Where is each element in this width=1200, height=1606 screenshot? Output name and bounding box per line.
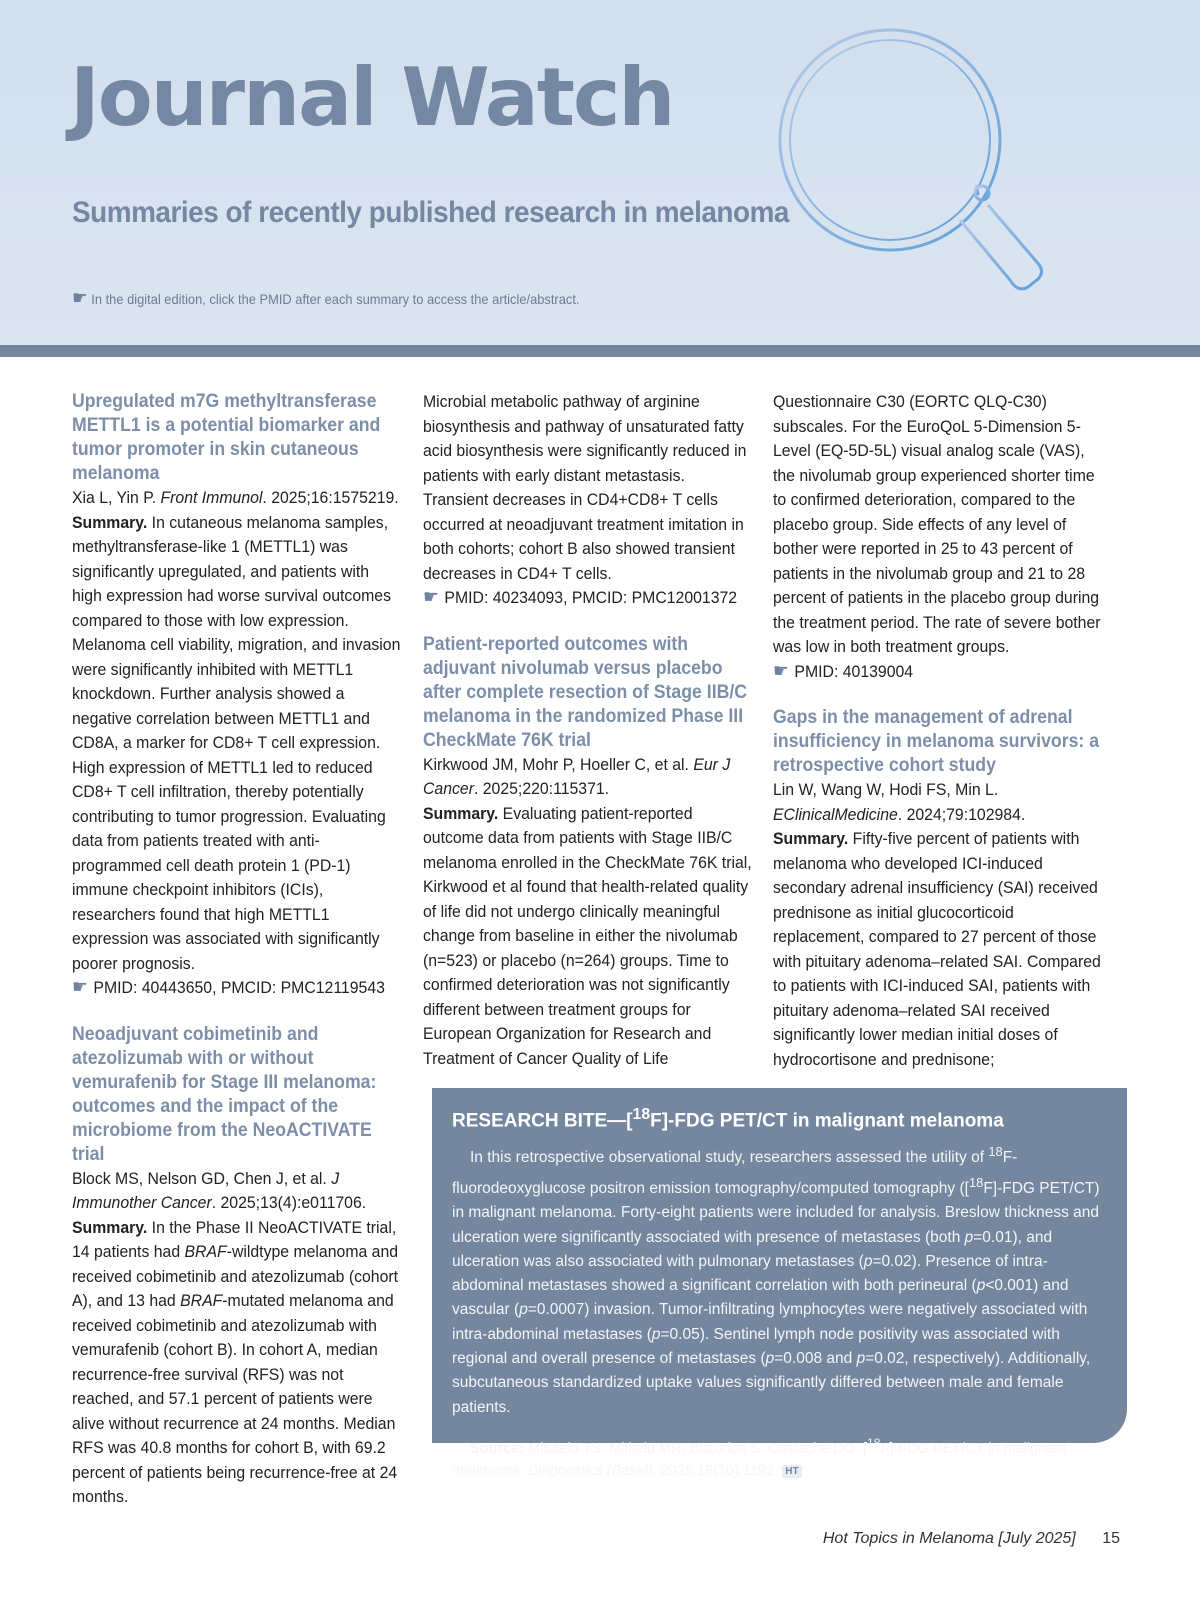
article-summary bbox=[72, 511, 402, 977]
ht-badge: HT bbox=[782, 1465, 801, 1478]
article-summary bbox=[423, 802, 753, 1072]
body-part: F-fluorodeoxyglucose positron emission tomography/computed tomography ([ bbox=[452, 1149, 1018, 1197]
source-journal: Diagnostics (Basel) bbox=[527, 1462, 653, 1479]
page-header bbox=[0, 0, 1200, 345]
gene-name: BRAF bbox=[180, 1291, 223, 1310]
article-pmid-link[interactable] bbox=[773, 660, 1103, 685]
research-bite-box bbox=[432, 1088, 1127, 1479]
body-part: In this retrospective observational study, researchers assessed the utility of bbox=[470, 1149, 989, 1167]
article-citation-detail: . 2025;220:115371. bbox=[473, 779, 610, 798]
p-value-symbol: p bbox=[765, 1350, 775, 1368]
article-3 bbox=[423, 633, 753, 1072]
page-number: 15 bbox=[1102, 1530, 1120, 1547]
article-authors: Lin W, Wang W, Hodi FS, Min L. bbox=[773, 780, 999, 799]
article-summary bbox=[773, 827, 1103, 1072]
article-journal: EClinicalMedicine bbox=[773, 804, 898, 824]
summary-continuation: Microbial metabolic pathway of arginine biosynthesis and pathway of unsaturated fatty acid biosynthesis were significantly reduced in patients with early distant metastasis. Transient decreases in CD4+CD8+ T cells occurred at neoadjuvant treatment imitation in both cohorts; cohort B also showed transient decreases in CD4+ T cells. bbox=[423, 392, 747, 583]
source-part: F]-FDG PET/CT in malignant melanoma. bbox=[452, 1440, 1067, 1479]
article-authors: Kirkwood JM, Mohr P, Hoeller C, et al. bbox=[423, 754, 694, 774]
summary-text: -wildtype melanoma and received cobimetinib and atezolizumab (cohort A), and 13 had bbox=[72, 1242, 399, 1310]
column-1 bbox=[72, 390, 402, 1532]
article-title: Patient-reported outcomes with adjuvant nivolumab versus placebo after complete resection of Stage IIB/C melanoma in the randomized Phase III CheckMate 76K trial bbox=[423, 633, 748, 751]
article-citation-detail: . 2025;13(4):e011706. bbox=[211, 1193, 367, 1212]
p-value-symbol: p bbox=[964, 1228, 974, 1246]
research-bite-source bbox=[452, 1432, 1105, 1482]
source-part: . 2025;15(10):1192. bbox=[652, 1462, 783, 1479]
article-citation-detail: . 2024;79:102984. bbox=[897, 804, 1026, 824]
summary-label: Summary. bbox=[423, 803, 499, 823]
summary-text: Fifty-five percent of patients with melanoma who developed ICI-induced secondary adrenal insufficiency (SAI) received prednisone as initial glucocorticoid replacement, compared to 27 percent of those with pituitary adenoma–related SAI. Compared to patients with ICI-induced SAI, patients with pituitary adenoma–related SAI received significantly lower median initial doses of hydrocortisone and prednisone; bbox=[773, 829, 1101, 1069]
article-authors: Xia L, Yin P. bbox=[72, 488, 161, 507]
summary-label: Summary. bbox=[72, 1217, 148, 1237]
article-citation bbox=[423, 753, 753, 802]
article-journal: Eur J Cancer bbox=[423, 754, 731, 798]
pmid-text[interactable]: PMID: 40234093, PMCID: PMC12001372 bbox=[444, 588, 738, 607]
p-value-symbol: p bbox=[651, 1325, 661, 1343]
gene-name: BRAF bbox=[184, 1242, 227, 1261]
summary-continuation: Questionnaire C30 (EORTC QLQ-C30) subscales. For the EuroQoL 5-Dimension 5-Level (EQ-5D-5L) visual analog scale (VAS), the nivolumab group experienced shorter time to confirmed deterioration, compared to the placebo group. Side effects of any level of bother were reported in 25 to 43 percent of patients in the nivolumab group and 21 to 28 percent of patients in the placebo group during the treatment period. The rate of severe bother was low in both treatment groups. bbox=[773, 392, 1101, 656]
body-part: =0.05). Sentinel lymph node positivity was associated with regional and overall presence of metastases ( bbox=[452, 1325, 1060, 1368]
article-journal: Front Immunol bbox=[160, 488, 263, 507]
article-4 bbox=[773, 706, 1103, 1072]
article-citation bbox=[72, 486, 402, 511]
superscript: 18 bbox=[968, 1174, 984, 1190]
digital-edition-note bbox=[72, 287, 579, 310]
page-title: Journal Watch bbox=[70, 51, 674, 144]
p-value-symbol: p bbox=[863, 1252, 873, 1270]
body-part: =0.01), and ulceration was also associated with pulmonary metastases ( bbox=[452, 1228, 1053, 1270]
p-value-symbol: p bbox=[976, 1277, 986, 1295]
article-summary bbox=[72, 1216, 402, 1510]
pointing-hand-icon: ☛ bbox=[423, 587, 439, 608]
title-part: F]-FDG PET/CT in malignant melanoma bbox=[650, 1110, 1004, 1132]
article-authors: Block MS, Nelson GD, Chen J, et al. bbox=[72, 1168, 332, 1188]
body-part: =0.0007) invasion. Tumor-infiltrating lymphocytes were negatively associated with intra-abdominal metastases ( bbox=[452, 1301, 1088, 1343]
article-2-continued bbox=[423, 390, 753, 611]
page-subtitle: Summaries of recently published research in melanoma bbox=[72, 196, 789, 229]
article-citation bbox=[72, 1167, 402, 1216]
article-title: Gaps in the management of adrenal insufficiency in melanoma survivors: a retrospective cohort study bbox=[773, 707, 1100, 776]
pmid-text[interactable]: PMID: 40443650, PMCID: PMC12119543 bbox=[93, 978, 385, 997]
article-1 bbox=[72, 390, 402, 1001]
column-3 bbox=[773, 390, 1103, 1094]
pointing-hand-icon: ☛ bbox=[773, 660, 789, 682]
superscript: 18 bbox=[867, 1435, 881, 1450]
body-part: <0.001) and vascular ( bbox=[452, 1277, 1069, 1319]
summary-label: Summary. bbox=[72, 512, 148, 532]
article-pmid-link[interactable] bbox=[72, 976, 402, 1001]
article-3-continued bbox=[773, 390, 1103, 684]
superscript: 18 bbox=[988, 1144, 1003, 1160]
footer-journal-name: Hot Topics in Melanoma [July 2025] bbox=[822, 1530, 1076, 1547]
article-citation bbox=[773, 778, 1103, 827]
p-value-symbol: p bbox=[856, 1350, 866, 1368]
summary-text: Evaluating patient-reported outcome data from patients with Stage IIB/C melanoma enrolled in the CheckMate 76K trial, Kirkwood et al found that health-related quality of life did not undergo clinically meaningful change from baseline in either the nivolumab (n=523) or placebo (n=264) groups. Time to confirmed deterioration was not significantly different between treatment groups for European Organization for Research and Treatment of Cancer Quality of Life bbox=[423, 803, 752, 1068]
pointing-hand-icon: ☛ bbox=[72, 977, 88, 998]
body-part: =0.02). Presence of intra-abdominal metastases showed a significant correlation with both perineural ( bbox=[452, 1252, 1048, 1295]
superscript: 18 bbox=[632, 1106, 651, 1123]
pointing-hand-icon: ☛ bbox=[72, 288, 88, 309]
column-2 bbox=[423, 390, 753, 1093]
summary-text: In cutaneous melanoma samples, methyltransferase-like 1 (METTL1) was significantly upregulated, and patients with high expression had worse survival outcomes compared to those with low expression. Melanoma cell viability, migration, and invasion were significantly inhibited with METTL1 knockdown. Further analysis showed a negative correlation between METTL1 and CD8A, a marker for CD8+ T cell expression. High expression of METTL1 led to reduced CD8+ T cell infiltration, thereby potentially contributing to tumor progression. Evaluating data from patients treated with anti-programmed cell death protein 1 (PD-1) immune checkpoint inhibitors (ICIs), researchers found that high METTL1 expression was associated with significantly poorer prognosis. bbox=[72, 512, 401, 973]
article-title: Neoadjuvant cobimetinib and atezolizumab with or without vemurafenib for Stage III melanoma: outcomes and the impact of the microbiome from the NeoACTIVATE trial bbox=[72, 1023, 377, 1165]
research-bite-title bbox=[452, 1106, 1105, 1132]
pmid-text[interactable]: PMID: 40139004 bbox=[794, 661, 914, 681]
body-part: =0.02, respectively). Additionally, subcutaneous standardized uptake values significantly differed between male and female patients. bbox=[452, 1350, 1091, 1416]
research-bite-body bbox=[452, 1140, 1105, 1420]
article-title: Upregulated m7G methyltransferase METTL1 is a potential biomarker and tumor promoter in skin cutaneous melanoma bbox=[72, 391, 381, 484]
page-footer bbox=[823, 1530, 1120, 1548]
article-journal: J Immunother Cancer bbox=[72, 1168, 340, 1212]
title-part: RESEARCH BITE—[ bbox=[452, 1110, 633, 1132]
article-pmid-link[interactable] bbox=[423, 586, 753, 611]
article-citation-detail: . 2025;16:1575219. bbox=[262, 488, 399, 507]
summary-label: Summary. bbox=[773, 829, 849, 848]
header-divider bbox=[0, 345, 1200, 357]
p-value-symbol: p bbox=[519, 1301, 528, 1319]
digital-edition-note-text: In the digital edition, click the PMID after each summary to access the article/abstract. bbox=[91, 291, 580, 307]
source-part: Mitutelu TS, Mititelu MR, Bucurica S, Costache DO. [ bbox=[524, 1440, 868, 1457]
magnifier-icon bbox=[760, 25, 1060, 325]
body-part: F]-FDG PET/CT) in malignant melanoma. Forty-eight patients were included for analysis. Breslow thickness and ulceration were significantly associated with presence of metastases (both bbox=[452, 1179, 1100, 1246]
article-2 bbox=[72, 1023, 402, 1510]
source-label: Source: bbox=[470, 1440, 524, 1457]
summary-text: In the Phase II NeoACTIVATE trial, 14 patients had bbox=[72, 1217, 397, 1261]
body-part: =0.008 and bbox=[774, 1350, 857, 1368]
summary-text: -mutated melanoma and received cobimetinib and atezolizumab with vemurafenib (cohort B). In cohort A, median recurrence-free survival (RFS) was not reached, and 57.1 percent of patients were alive without recurrence at 24 months. Median RFS was 40.8 months for cohort B, with 69.2 percent of patients being recurrence-free at 24 months. bbox=[72, 1291, 398, 1506]
